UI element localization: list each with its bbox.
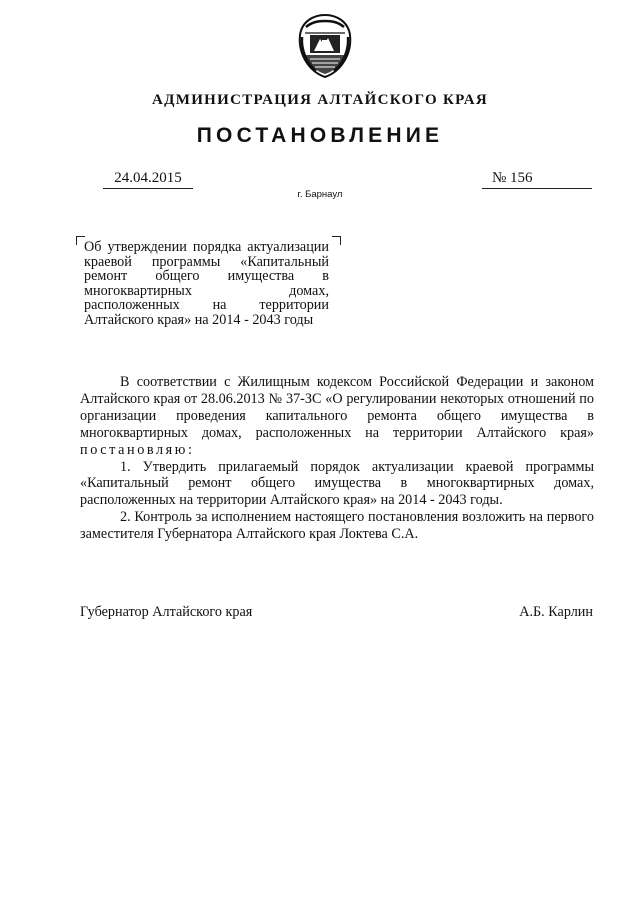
- organization-name: АДМИНИСТРАЦИЯ АЛТАЙСКОГО КРАЯ: [152, 92, 488, 108]
- body-item-1: 1. Утвердить прилагаемый порядок актуализации краевой программы «Капитальный ремонт общего имущества в многоквартирных домах, расположенных на территории Алтайского края» на 2014 - 2043 годы.: [80, 458, 594, 509]
- body-item-2: 2. Контроль за исполнением настоящего постановления возложить на первого заместителя Губернатора Алтайского края Локтева С.А.: [80, 509, 594, 543]
- document-number-value: № 156: [492, 170, 533, 186]
- subject-bracket-right: [332, 236, 341, 245]
- document-body: [80, 374, 594, 543]
- document-type-title: ПОСТАНОВЛЕНИЕ: [196, 124, 444, 147]
- body-preamble: [80, 374, 594, 459]
- document-city: г. Барнаул: [297, 189, 343, 200]
- document-number: [482, 170, 592, 189]
- signer-name: А.Б. Карлин: [519, 604, 593, 620]
- coat-of-arms-emblem: [296, 13, 354, 79]
- preamble-text: В соответствии с Жилищным кодексом Российской Федерации и законом Алтайского края от 28.06.2013 № 37-ЗС «О регулировании некоторых отношений по организации проведения капитального ремонта общего имущества в многоквартирных домах, расположенных на территории Алтайского края»: [80, 374, 594, 441]
- document-subject: Об утверждении порядка актуализации краевой программы «Капитальный ремонт общего имущества в многоквартирных домах, расположенных на территории Алтайского края» на 2014 - 2043 годы: [84, 239, 329, 328]
- decree-word: постановляю:: [80, 441, 195, 458]
- signer-title: Губернатор Алтайского края: [80, 604, 253, 620]
- document-date: 24.04.2015: [103, 170, 193, 189]
